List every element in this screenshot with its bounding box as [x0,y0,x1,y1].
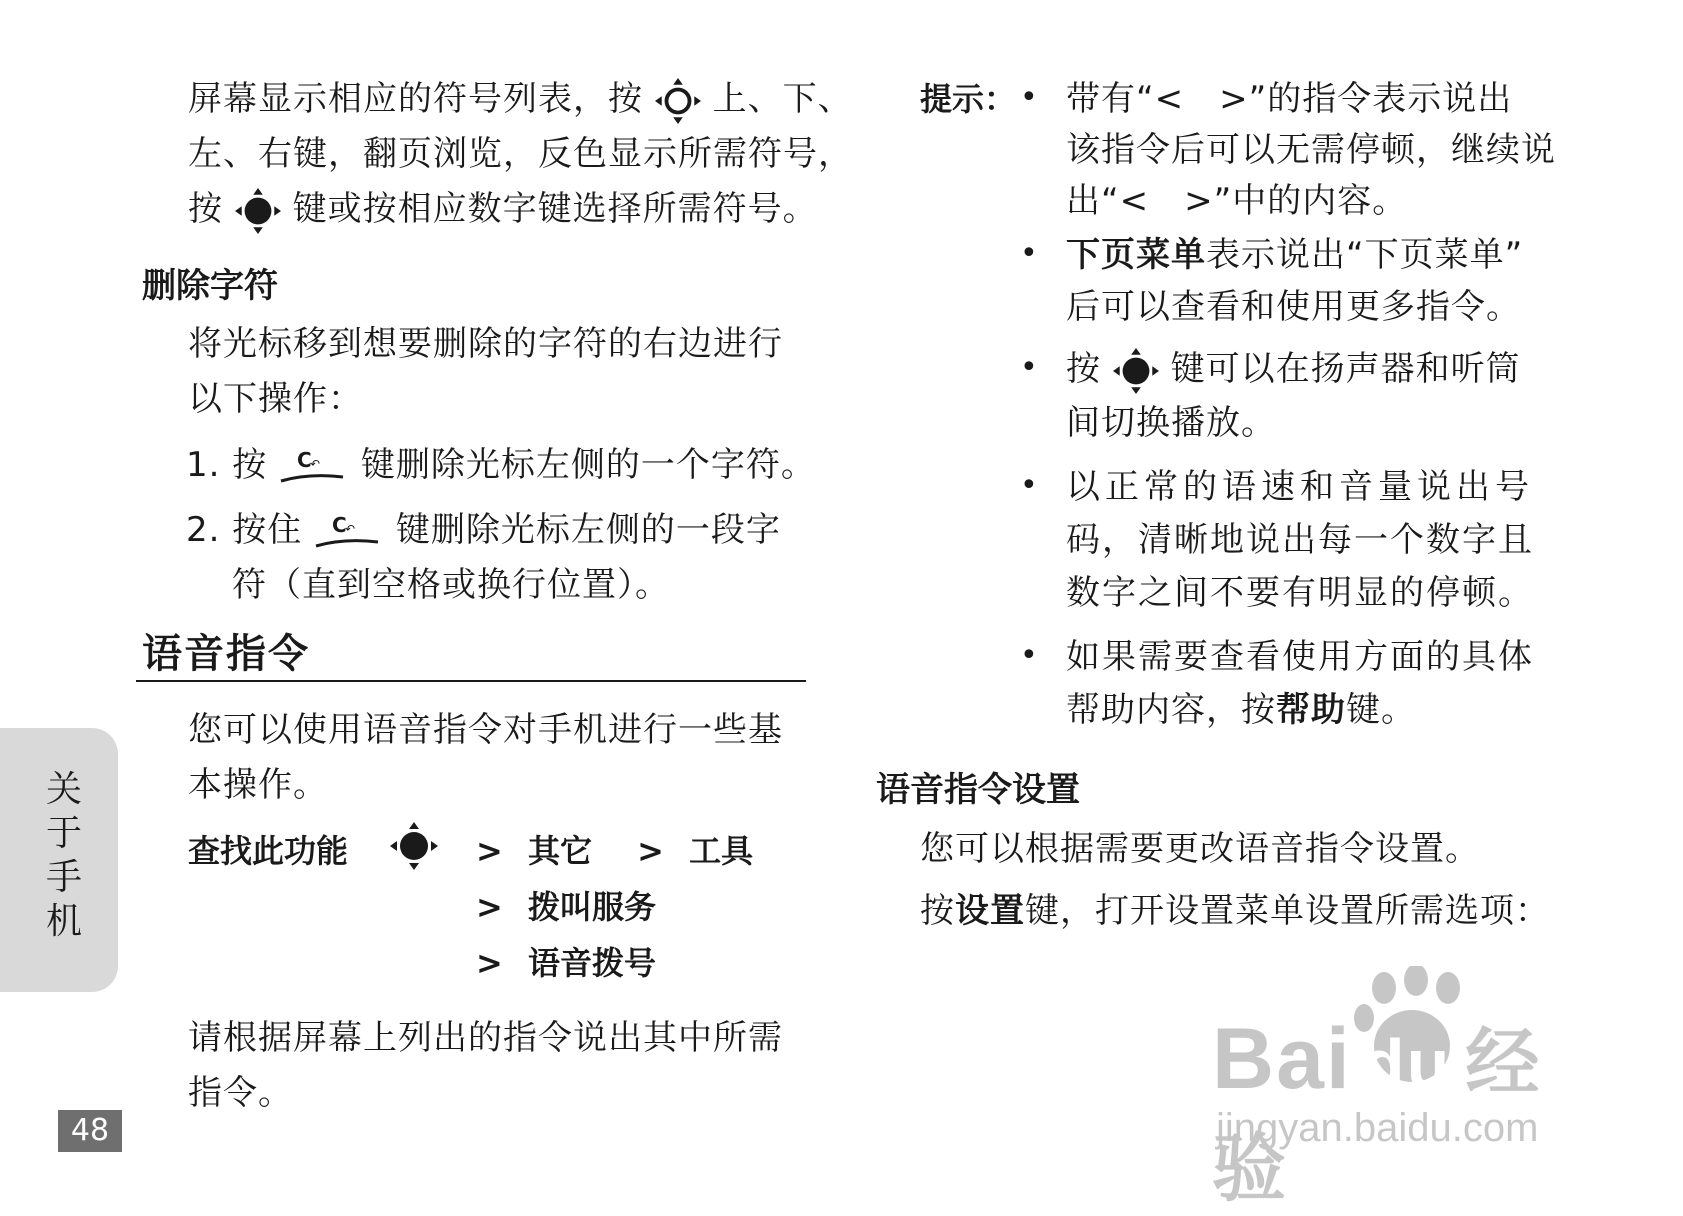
intro-line-1-prefix: 屏幕显示相应的符号列表，按 [188,79,643,119]
path-separator: > [476,832,503,870]
settings-press-line [920,884,1550,939]
tip-2-line-2: 后可以查看和使用更多指令。 [1066,287,1521,327]
clear-key-icon [314,512,384,552]
step-2-number: 2. [186,510,221,550]
path-separator: > [476,888,503,926]
settings-press-prefix: 按 [920,891,955,931]
bullet: • [1020,80,1038,115]
intro-line-1 [188,72,853,127]
navigation-key-center-icon [235,188,281,234]
path-row-1 [476,826,753,872]
section-divider [136,680,806,682]
path-item-other: 其它 [527,832,592,870]
side-tab-char: 于 [45,813,82,854]
tip-5-line-2 [1066,683,1416,738]
tip-2-line-1 [1066,228,1523,283]
bullet: • [1020,350,1038,385]
intro-line-3-prefix: 按 [188,189,223,229]
intro-line-1-suffix: 上、下、 [712,79,853,119]
side-tab-char: 机 [45,901,82,942]
tip-5-bold-term: 帮助 [1276,690,1346,730]
bullet: • [1020,236,1038,271]
path-item-voice-dial: 语音拨号 [527,944,656,982]
tip-4-line-3: 数字之间不要有明显的停顿。 [1066,573,1534,613]
bullet: • [1020,468,1038,503]
settings-press-suffix: 键，打开设置菜单设置所需选项： [1025,891,1550,931]
step-2-suffix: 键删除光标左侧的一段字 [395,510,781,550]
navigation-key-center-icon [1113,348,1159,394]
tip-5-line-1: 如果需要查看使用方面的具体 [1066,637,1534,677]
navigation-key-ring-icon [655,78,701,124]
delete-desc-line-2: 以下操作： [188,379,363,419]
path-separator: > [637,832,664,870]
voice-heading: 语音指令 [142,631,310,677]
tip-3-suffix: 键可以在扬声器和听筒 [1170,349,1521,389]
watermark-brand-du: du [1361,1025,1452,1103]
voice-desc-line-2: 本操作。 [188,765,328,805]
tip-5-prefix: 帮助内容，按 [1066,690,1276,730]
watermark-brand-cn: 经验 [1212,1021,1542,1210]
tip-2-bold-term: 下页菜单 [1066,235,1206,275]
baidu-watermark [1212,966,1612,1210]
path-row-3 [476,938,656,984]
delete-heading: 删除字符 [142,266,278,306]
tip-1-line-3: 出“< >”中的内容。 [1066,181,1408,221]
tip-1-line-2: 该指令后可以无需停顿，继续说 [1066,130,1556,170]
tip-3-prefix: 按 [1066,349,1101,389]
settings-desc: 您可以根据需要更改语音指令设置。 [920,829,1480,869]
step-1 [186,438,816,493]
intro-line-2: 左、右键，翻页浏览，反色显示所需符号， [188,134,853,174]
closing-line-1: 请根据屏幕上列出的指令说出其中所需 [188,1018,783,1058]
tip-3-line-1 [1066,342,1521,397]
delete-desc-line-1: 将光标移到想要删除的字符的右边进行 [188,324,783,364]
tip-3-line-2: 间切换播放。 [1066,403,1276,443]
path-row-2 [476,882,656,928]
step-1-number: 1. [186,445,221,485]
clear-key-icon [279,447,349,487]
path-separator: > [476,944,503,982]
navigation-key-center-icon [390,822,438,870]
find-label: 查找此功能 [188,832,349,870]
voice-desc-line-1: 您可以使用语音指令对手机进行一些基 [188,710,783,750]
tip-4-line-1: 以正常的语速和音量说出号 [1066,467,1534,507]
watermark-url: jingyan.baidu.com [1216,1106,1539,1150]
tip-1-line-1: 带有“< >”的指令表示说出 [1066,79,1513,119]
page-number: 48 [58,1110,122,1152]
side-tab-char: 关 [45,769,82,810]
step-2-continuation: 符（直到空格或换行位置）。 [232,565,670,605]
tip-4-line-2: 码，清晰地说出每一个数字且 [1066,520,1534,560]
closing-line-2: 指令。 [188,1073,293,1113]
step-2-prefix: 按住 [232,510,303,550]
settings-heading: 语音指令设置 [876,770,1080,810]
side-tab-char: 手 [45,857,82,898]
intro-line-3 [188,182,818,237]
settings-key-term: 设置 [955,891,1025,931]
bullet: • [1020,638,1038,673]
tip-label: 提示： [920,80,1017,118]
intro-line-3-suffix: 键或按相应数字键选择所需符号。 [292,189,818,229]
side-tab-label [44,768,84,944]
path-item-call-service: 拨叫服务 [527,888,656,926]
tip-5-suffix: 键。 [1346,690,1416,730]
tip-2-rest: 表示说出“下页菜单” [1206,235,1524,275]
watermark-brand-bai: Bai [1212,1011,1352,1107]
step-1-suffix: 键删除光标左侧的一个字符。 [360,445,816,485]
step-2 [186,503,781,558]
path-item-tools: 工具 [689,832,754,870]
step-1-prefix: 按 [232,445,268,485]
